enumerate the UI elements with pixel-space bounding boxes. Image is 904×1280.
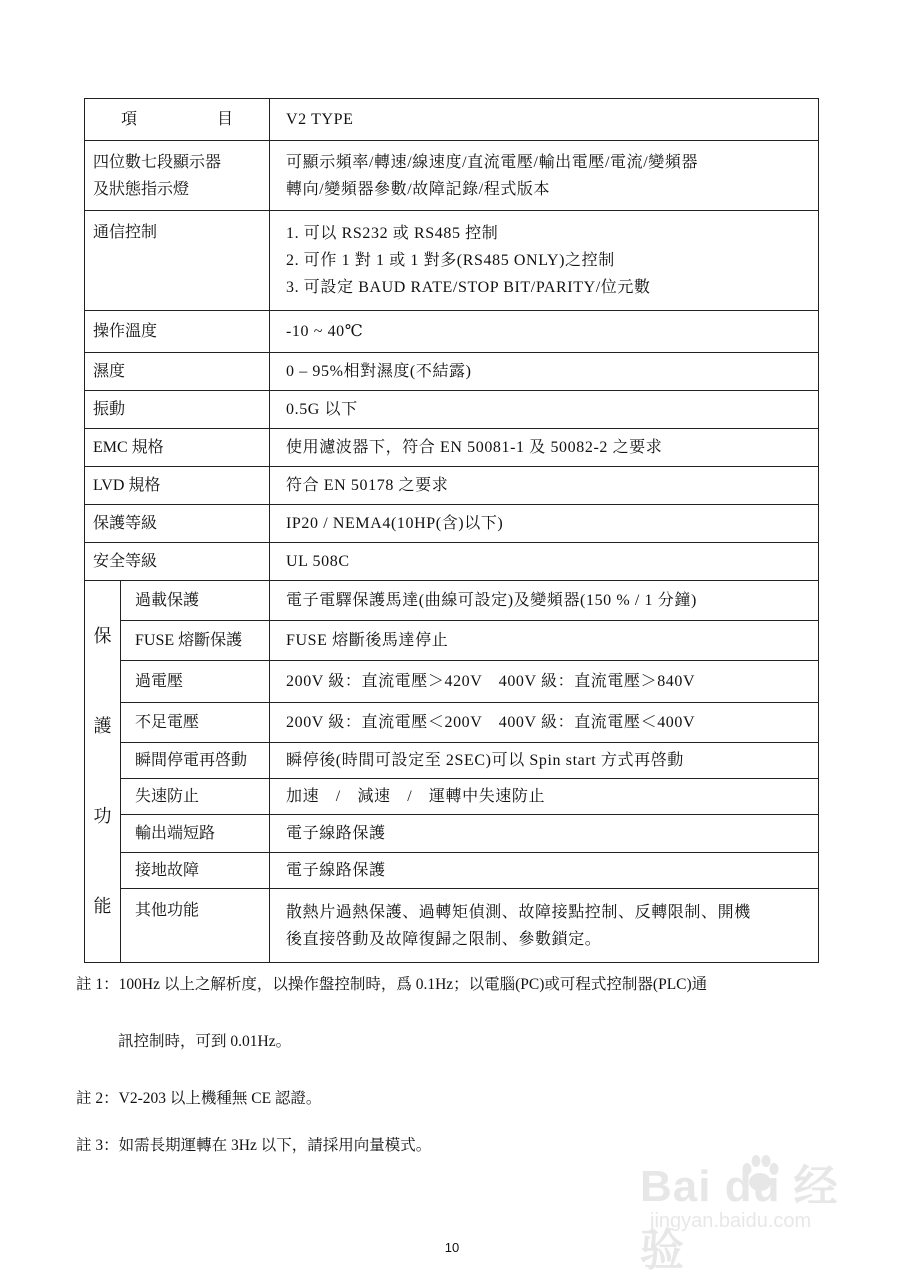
protection-label: 過電壓	[121, 661, 270, 703]
protection-value-cell	[270, 853, 819, 889]
protection-value: 後直接啓動及故障復歸之限制、參數鎖定。	[286, 930, 602, 948]
protection-value-cell	[270, 661, 819, 703]
protection-row	[85, 779, 819, 815]
row-value-cell	[270, 353, 819, 391]
table-header-row	[85, 99, 819, 141]
row-value: IP20 / NEMA4(10HP(含)以下)	[286, 515, 504, 532]
row-label: LVD 規格	[93, 477, 161, 494]
protection-value-cell	[270, 815, 819, 853]
row-value: -10 ~ 40℃	[286, 323, 364, 340]
row-label-cell	[85, 391, 270, 429]
protection-category-char: 功	[93, 806, 112, 826]
note-1-line-1: 註 1：100Hz 以上之解析度，以操作盤控制時，爲 0.1Hz；以電腦(PC)或可程式控制器(PLC)通	[76, 976, 708, 993]
protection-value: 加速 / 減速 / 運轉中失速防止	[286, 788, 546, 805]
header-label-right: 目	[216, 111, 233, 128]
protection-value: 200V 級：直流電壓＞420V 400V 級：直流電壓＞840V	[286, 673, 696, 690]
table-row	[85, 353, 819, 391]
table-row	[85, 211, 819, 311]
paw-icon	[736, 1150, 784, 1198]
protection-value: FUSE 熔斷後馬達停止	[286, 632, 449, 649]
row-value-cell	[270, 211, 819, 311]
row-value-cell	[270, 543, 819, 581]
row-value: 3. 可設定 BAUD RATE/STOP BIT/PARITY/位元數	[286, 279, 651, 296]
header-value: V2 TYPE	[270, 99, 819, 141]
note-1-line-2: 訊控制時，可到 0.01Hz。	[118, 1033, 292, 1050]
row-label-cell	[85, 211, 270, 311]
protection-row	[85, 889, 819, 963]
table-row	[85, 311, 819, 353]
protection-label: 失速防止	[121, 779, 270, 815]
protection-row	[85, 743, 819, 779]
spec-table-body	[85, 99, 819, 963]
row-label: 及狀態指示燈	[93, 180, 190, 198]
note-2: 註 2：V2-203 以上機種無 CE 認證。	[76, 1090, 322, 1107]
row-label-cell	[85, 467, 270, 505]
row-label: 濕度	[93, 363, 126, 380]
table-row	[85, 467, 819, 505]
protection-label: 瞬間停電再啓動	[121, 743, 270, 779]
protection-value-cell	[270, 581, 819, 621]
protection-row	[85, 815, 819, 853]
protection-value: 散熱片過熱保護、過轉矩偵測、故障接點控制、反轉限制、開機	[286, 903, 751, 921]
protection-value: 瞬停後(時間可設定至 2SEC)可以 Spin start 方式再啓動	[286, 752, 684, 769]
table-row	[85, 429, 819, 467]
row-value: 可顯示頻率/轉速/線速度/直流電壓/輸出電壓/電流/變頻器	[286, 153, 699, 171]
protection-label: FUSE 熔斷保護	[121, 621, 270, 661]
watermark	[640, 1150, 860, 1275]
row-value-cell	[270, 141, 819, 211]
protection-value: 電子電驛保護馬達(曲線可設定)及變頻器(150 % / 1 分鐘)	[286, 592, 697, 609]
header-label-cell	[85, 99, 270, 141]
protection-value-cell	[270, 889, 819, 963]
table-row	[85, 141, 819, 211]
row-label-cell	[85, 311, 270, 353]
row-value-cell	[270, 505, 819, 543]
protection-value: 電子線路保護	[286, 862, 386, 879]
row-label: 操作溫度	[93, 323, 158, 340]
protection-row	[85, 581, 819, 621]
row-value: 2. 可作 1 對 1 或 1 對多(RS485 ONLY)之控制	[286, 252, 615, 269]
row-label-cell	[85, 543, 270, 581]
protection-row	[85, 853, 819, 889]
row-value: 轉向/變頻器參數/故障記錄/程式版本	[286, 180, 551, 198]
protection-category-char: 護	[93, 716, 112, 736]
row-value: 0 – 95%相對濕度(不結露)	[286, 363, 472, 380]
row-label-cell	[85, 353, 270, 391]
note-3: 註 3：如需長期運轉在 3Hz 以下，請採用向量模式。	[76, 1137, 432, 1154]
row-value: 符合 EN 50178 之要求	[286, 477, 449, 494]
watermark-brand: Bai du 经验	[640, 1162, 839, 1275]
protection-value: 電子線路保護	[286, 825, 386, 842]
protection-label: 接地故障	[121, 853, 270, 889]
row-value-cell	[270, 467, 819, 505]
protection-value: 200V 級：直流電壓＜200V 400V 級：直流電壓＜400V	[286, 714, 696, 731]
protection-category-char: 能	[93, 896, 112, 916]
protection-row	[85, 661, 819, 703]
protection-label: 其他功能	[121, 889, 270, 963]
row-label: 振動	[93, 401, 126, 418]
protection-category-cell	[85, 581, 121, 963]
protection-value-cell	[270, 703, 819, 743]
protection-label: 輸出端短路	[121, 815, 270, 853]
row-value: 0.5G 以下	[286, 401, 358, 418]
row-label: 四位數七段顯示器	[93, 153, 222, 171]
header-label-left: 項	[121, 111, 138, 128]
row-label-cell	[85, 429, 270, 467]
protection-label: 不足電壓	[121, 703, 270, 743]
table-row	[85, 543, 819, 581]
row-label: 通信控制	[93, 224, 158, 241]
row-value-cell	[270, 311, 819, 353]
row-value: UL 508C	[286, 553, 350, 570]
row-value-cell	[270, 429, 819, 467]
watermark-url: jingyan.baidu.com	[650, 1210, 812, 1232]
protection-category-char: 保	[93, 626, 112, 646]
protection-value-cell	[270, 621, 819, 661]
row-value: 1. 可以 RS232 或 RS485 控制	[286, 225, 499, 242]
row-label: 安全等級	[93, 553, 158, 570]
protection-row	[85, 703, 819, 743]
row-label: EMC 規格	[93, 439, 164, 456]
table-row	[85, 505, 819, 543]
row-label-cell	[85, 141, 270, 211]
protection-value-cell	[270, 743, 819, 779]
page-number: 10	[444, 1240, 460, 1255]
row-value: 使用濾波器下，符合 EN 50081-1 及 50082-2 之要求	[286, 439, 663, 456]
protection-row	[85, 621, 819, 661]
row-value-cell	[270, 391, 819, 429]
row-label: 保護等級	[93, 515, 158, 532]
spec-table	[84, 98, 819, 963]
protection-value-cell	[270, 779, 819, 815]
row-label-cell	[85, 505, 270, 543]
table-row	[85, 391, 819, 429]
protection-label: 過載保護	[121, 581, 270, 621]
